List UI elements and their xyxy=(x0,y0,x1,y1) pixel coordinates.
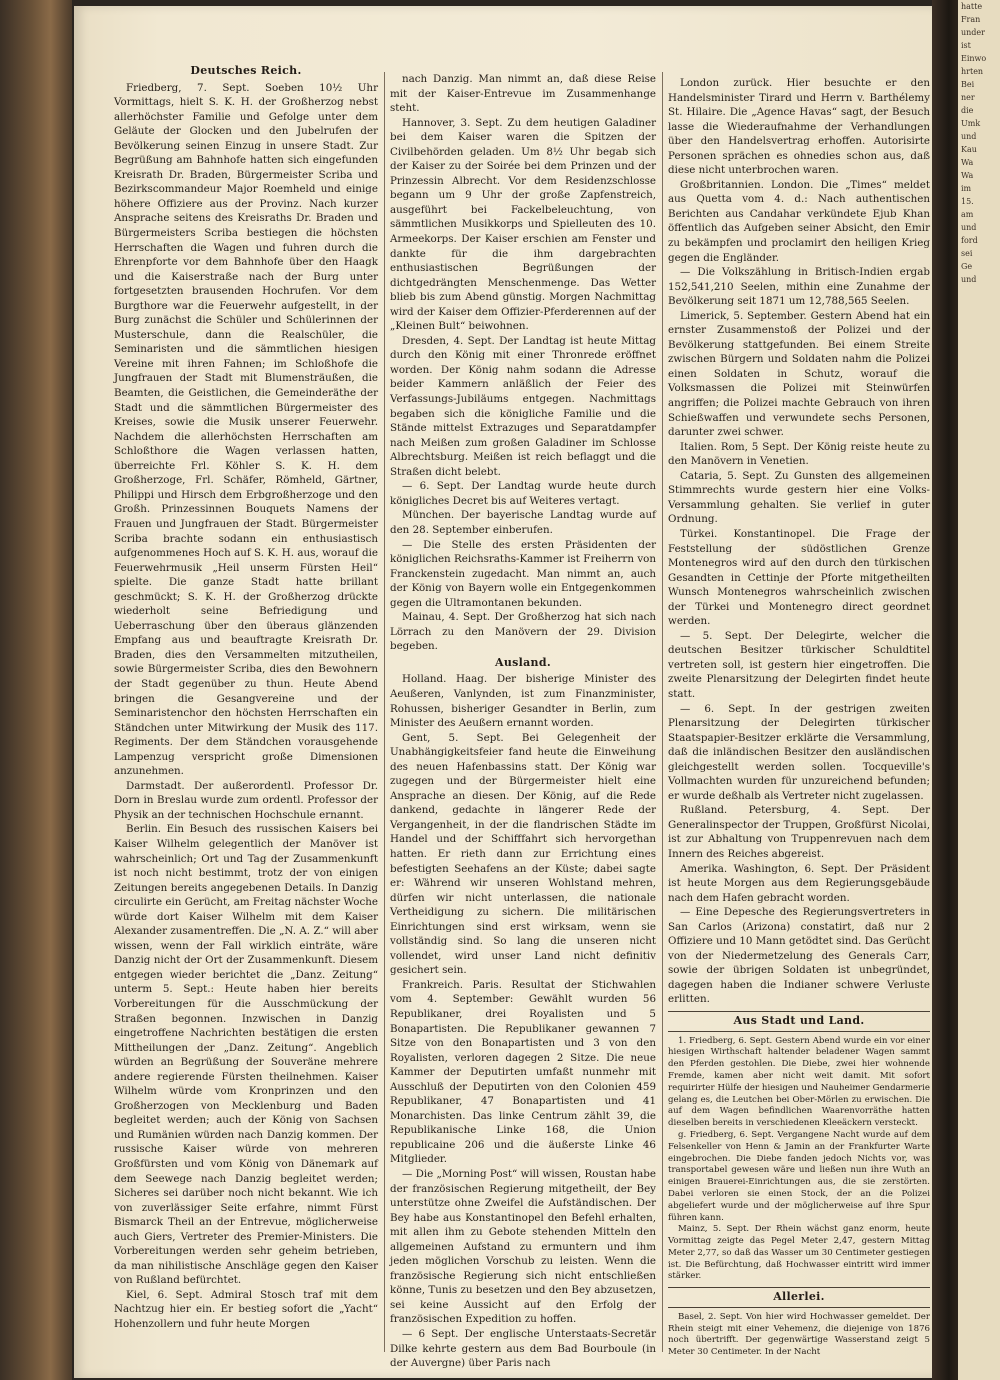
adjacent-page-fragment: am xyxy=(961,210,974,219)
adjacent-page-fragment: Umk xyxy=(961,119,981,128)
adjacent-page-fragment: ford xyxy=(961,236,978,245)
column-left xyxy=(114,62,378,1348)
article: Italien. Rom, 5 Sept. Der König reiste heute zu den Manövern in Venetien. xyxy=(668,440,930,468)
adjacent-page-fragment: Einwo xyxy=(961,54,987,63)
article: — Die „Morning Post“ will wissen, Roustan habe der französischen Regierung mitgetheilt, der Bey unterstütze ohne Zweifel die Aufständischen. Der Bey habe aus Konstantinopel den Befehl erhalten, mit allen ihm zu Gebote stehenden Mitteln den allgemeinen Aufstand zu ermuntern und ihm jeden möglichen Vorschub zu leisten. Wenn die französische Regierung sich nicht entschließen könne, Tunis zu besetzen und den Bey abzusetzen, sei keine Aussicht auf den Erfolg der französischen Expedition zu hoffen. xyxy=(390,1168,656,1326)
adjacent-page-fragment: und xyxy=(961,275,977,284)
article: — 6 Sept. Der englische Unterstaats-Secretär Dilke kehrte gestern aus dem Bad Bourboule (in der Auvergne) über Paris nach xyxy=(390,1328,656,1370)
article: Kiel, 6. Sept. Admiral Stosch traf mit dem Nachtzug hier ein. Er bestieg sofort die „Yacht“ Hohenzollern und fuhr heute Morgen xyxy=(114,1288,378,1331)
article: — Die Volkszählung in Britisch-Indien ergab 152,541,210 Seelen, mithin eine Zunahme der Bevölkerung seit 1871 um 12,788,565 Seelen. xyxy=(668,266,930,308)
article: Rußland. Petersburg, 4. Sept. Der Generalinspector der Truppen, Großfürst Nicolai, ist zur Abhaltung von Truppenrevuen nach dem Innern des Reiches abgereist. xyxy=(668,804,930,860)
article: — 6. Sept. In der gestrigen zweiten Plenarsitzung der Delegirten türkischer Staatspapier-Besitzer erklärte die Versammlung, daß die inländischen Besitzer den ausländischen gleichgestellt werden sollen. Tocqueville's Vollmachten wurden für unzureichend befunden; er wurde deßhalb als Vertreter nicht zugelassen. xyxy=(668,702,930,802)
adjacent-page-fragment: hatte xyxy=(961,2,983,11)
adjacent-page-fragment: 15. xyxy=(961,197,974,206)
section-heading-allerlei: Allerlei. xyxy=(668,1287,930,1308)
local-news-item: Mainz, 5. Sept. Der Rhein wächst ganz enorm, heute Vormittag zeigte das Pegel Meter 2,47, gestern Mittag Meter 2,77, so daß das Wasser um 30 Centimeter gestiegen ist. Die Befürchtung, daß Hochwasser eintritt wird immer stärker. xyxy=(668,1224,930,1282)
column-rule xyxy=(662,72,663,1352)
column-right xyxy=(668,76,930,1362)
column-rule xyxy=(384,72,385,1352)
local-news-item: 1. Friedberg, 6. Sept. Gestern Abend wurde ein vor einer hiesigen Wirthschaft haltender beladener Wagen sammt den Pferden gestohlen. Die Diebe, zwei hier wohnende Fremde, kamen aber nicht weit damit. Mit sofort requirirter Hülfe der hiesigen und Nauheimer Gendarmerie gelang es, die Leutchen bei Ober-Mörlen zu erwischen. Die auf dem Wagen befindlichen Waarenvorräthe hatten dieselben bereits in verschiedenen Kleeäckern versteckt. xyxy=(668,1035,930,1129)
adjacent-page-fragment: Kau xyxy=(961,145,977,154)
column-middle xyxy=(390,72,656,1370)
adjacent-page-fragment: Fran xyxy=(961,15,981,24)
article: nach Danzig. Man nimmt an, daß diese Reise mit der Kaiser-Entrevue im Zusammenhange steht. xyxy=(390,73,656,115)
adjacent-page-fragment: und xyxy=(961,223,977,232)
article: Frankreich. Paris. Resultat der Stichwahlen vom 4. September: Gewählt wurden 56 Republikaner, drei Royalisten und 5 Bonapartisten. Die Republikaner gewannen 7 Sitze von den Bonapartisten und 3 von den Royalisten, verloren dagegen 2 Sitze. Die neue Kammer der Deputirten umfaßt nunmehr mit Ausschluß der Deputirten von den Colonien 459 Republikaner, 47 Bonapartisten und 41 Monarchisten. Das linke Centrum zählt 39, die Republikanische Linke 168, die Union republicaine 206 und die äußerste Linke 46 Mitglieder. xyxy=(390,978,656,1166)
adjacent-page-fragment: Ge xyxy=(961,262,973,271)
adjacent-page-fragment: und xyxy=(961,132,977,141)
article: Mainau, 4. Sept. Der Großherzog hat sich nach Lörrach zu den Manövern der 29. Division begeben. xyxy=(390,611,656,653)
article: London zurück. Hier besuchte er den Handelsminister Tirard und Herrn v. Barthélemy St. Hilaire. Die „Agence Havas“ sagt, der Besuch lasse die Wiederaufnahme der Verhandlungen über den Handelsvertrag erhoffen. Autorisirte Personen sprächen es ohnedies schon aus, daß diese nicht unterbrochen waren. xyxy=(668,77,930,177)
adjacent-page-fragment: Wa xyxy=(961,158,974,167)
article: Hannover, 3. Sept. Zu dem heutigen Galadiner bei dem Kaiser waren die Spitzen der Civilbehörden geladen. Um 8½ Uhr begab sich der Kaiser zu der Soirée bei dem Prinzen und der Prinzessin Albrecht. Vor dem Residenzschlosse begann um 9 Uhr der große Zapfenstreich, ausgeführt bei Fackelbeleuchtung, von sämmtlichen Musikkorps und Spielleuten des 10. Armeekorps. Der Kaiser erschien am Fenster und dankte für die ihm dargebrachten enthusiastischen Begrüßungen der dichtgedrängten Menschenmenge. Das Wetter blieb bis zum Abend günstig. Morgen Nachmittag wird der Kaiser dem Offizier-Pferderennen auf der „Kleinen Bult“ beiwohnen. xyxy=(390,116,656,333)
article: Dresden, 4. Sept. Der Landtag ist heute Mittag durch den König mit einer Thronrede eröffnet worden. Der König nahm sodann die Adresse beider Kammern anläßlich der Feier des Verfassungs-Jubiläums entgegen. Nachmittags begaben sich die königliche Familie und die Stände mittelst Extrazuges und Separatdampfer nach Meißen zum großen Galadiner im Schlosse Albrechtsburg. Meißen ist reich beflaggt und die Straßen dicht belebt. xyxy=(390,334,656,478)
adjacent-page-fragment: ist xyxy=(961,41,971,50)
article: — Die Stelle des ersten Präsidenten der königlichen Reichsraths-Kammer ist Freiherrn von Franckenstein zugedacht. Man nimmt an, auch der König von Bayern wolle ein Entgegenkommen gegen die Ultramontanen bekunden. xyxy=(390,538,656,609)
article: Amerika. Washington, 6. Sept. Der Präsident ist heute Morgen aus dem Regierungsgebäude nach dem Hafen gebracht worden. xyxy=(668,862,930,904)
adjacent-page-fragment: sei xyxy=(961,249,973,258)
article: Gent, 5. Sept. Bei Gelegenheit der Unabhängigkeitsfeier fand heute die Einweihung des neuen Hafenbassins statt. Der König war zugegen und der Bürgermeister hielt eine Ansprache an diesen. Der König, auf die Rede dankend, gedachte in längerer Rede der Vergangenheit, in der die flandrischen Städte im Handel und der Schifffahrt sich hervorgethan hatten. Er rieth dann zur Errichtung eines befestigten Seehafens an der Küste; dabei sagte er: Während wir unseren Wohlstand mehren, dürfen wir nicht unterlassen, die nationale Vertheidigung zu sichern. Die militärischen Einrichtungen sind erst wirksam, wenn sie vollständig sind. So lang die unseren nicht vollendet, wird unser Land nicht definitiv gesichert sein. xyxy=(390,731,656,977)
adjacent-page-fragment: ner xyxy=(961,93,975,102)
local-news-item: g. Friedberg, 6. Sept. Vergangene Nacht wurde auf dem Felsenkeller von Henn & Jamin an der Frankfurter Warte eingebrochen. Die Diebe fanden jedoch Nichts vor, was transportabel gewesen wäre und ließen nun ihre Wuth an einigen Brauerei-Einrichtungen aus, die sie zerstörten. Dabei verloren sie einen Stock, der an die Polizei abgeliefert wurde und der möglicherweise auf ihre Spur führen kann. xyxy=(668,1129,930,1223)
article: — Eine Depesche des Regierungsvertreters in San Carlos (Arizona) constatirt, daß nur 2 Offiziere und 10 Mann getödtet sind. Das Gerücht von der Niedermetzelung des Generals Carr, sowie der übrigen Soldaten ist unbegründet, dagegen haben die Indianer schwere Verluste erlitten. xyxy=(668,906,930,1006)
adjacent-page-edge xyxy=(958,0,1000,1380)
adjacent-page-fragment: die xyxy=(961,106,974,115)
article: Limerick, 5. September. Gestern Abend hat ein ernster Zusammenstoß der Polizei und der Bevölkerung stattgefunden. Bei einem Streite zwischen Bürgern und Soldaten nahm die Polizei einen Soldaten in Schutz, worauf die Volksmassen die Polizei mit Steinwürfen angriffen; die Polizei machte Gebrauch von ihren Schießwaffen und verwundete sechs Personen, darunter zwei schwer. xyxy=(668,309,930,439)
book-binding-left xyxy=(0,0,72,1380)
newspaper-page xyxy=(74,6,934,1378)
article: Cataria, 5. Sept. Zu Gunsten des allgemeinen Stimmrechts wurde gestern hier eine Volks-Versammlung gehalten. Sie verlief in guter Ordnung. xyxy=(668,469,930,526)
article: — 5. Sept. Der Delegirte, welcher die deutschen Besitzer türkischer Schuldtitel vertreten soll, ist gestern hier eingetroffen. Die zweite Plenarsitzung der Delegirten findet heute statt. xyxy=(668,629,930,700)
article: Großbritannien. London. Die „Times“ meldet aus Quetta vom 4. d.: Nach authentischen Berichten aus Candahar verkündete Ejub Khan öffentlich das Aufgeben seiner Absicht, den Emir zu bekämpfen und proclamirt den heiligen Krieg gegen die Engländer. xyxy=(668,178,930,264)
article: Berlin. Ein Besuch des russischen Kaisers bei Kaiser Wilhelm gelegentlich der Manöver ist wahrscheinlich; Ort und Tag der Zusammenkunft ist noch nicht bestimmt, trotz der von einigen Zeitungen bereits angegebenen Details. In Danzig circulirte ein Gerücht, am Freitag nächster Woche würde dort Kaiser Wilhelm mit dem Kaiser Alexander zusamentreffen. Die „N. A. Z.“ will aber wissen, wenn der Fall wirklich einträte, wäre Danzig nicht der Ort der Zusammenkunft. Diesem entgegen wieder berichtet die „Danz. Zeitung“ unterm 5. Sept.: Heute haben hier bereits Vorbereitungen für die Ausschmückung der Straßen begonnen. Inzwischen in Danzig eingetroffene Nachrichten bestätigen die ersten Mittheilungen der „Danz. Zeitung“. Angeblich würden an Begrüßung der Souveräne mehrere andere regierende Fürsten theilnehmen. Kaiser Wilhelm würde vom Kronprinzen und den Großherzogen von Mecklenburg und Baden begleitet werden; auch der König von Sachsen und Rumänien würden nach Danzig kommen. Der russische Kaiser würde von mehreren Großfürsten und vom König von Dänemark auf dem Seewege nach Danzig begleitet werden; Sicheres sei darüber noch nicht bekannt. Wie ich von zuverlässiger Seite erfahre, nimmt Fürst Bismarck Theil an der Entrevue, möglicherweise auch Giers, Vertreter des Premier-Ministers. Die Vorbereitungen werden sehr geheim betrieben, da man nihilistische Anschläge gegen den Kaiser von Rußland befürchtet. xyxy=(114,823,378,1287)
adjacent-page-fragment: Bei xyxy=(961,80,975,89)
article: Holland. Haag. Der bisherige Minister des Aeußeren, Vanlynden, ist zum Finanzminister, Rohussen, bisheriger Gesandter in Berlin, zum Minister des Aeußern ernannt worden. xyxy=(390,673,656,730)
adjacent-page-fragment: under xyxy=(961,28,985,37)
adjacent-page-fragment: Wa xyxy=(961,171,974,180)
book-gutter xyxy=(932,0,960,1380)
adjacent-page-fragment: im xyxy=(961,184,972,193)
misc-news-item: Basel, 2. Sept. Von hier wird Hochwasser gemeldet. Der Rhein steigt mit einer Vehemenz, die diejenige von 1876 noch übertrifft. Der gegenwärtige Wasserstand zeigt 5 Meter 30 Centimeter. In der Nacht xyxy=(668,1311,930,1358)
article: Friedberg, 7. Sept. Soeben 10½ Uhr Vormittags, hielt S. K. H. der Großherzog nebst allerhöchster Familie und Gefolge unter dem Geläute der Glocken und den Jubelrufen der Bevölkerung seinen Einzug in unsere Stadt. Zur Begrüßung am Bahnhofe hatten sich eingefunden Kreisrath Dr. Braden, Bürgermeister Scriba und Bezirkscommandeur Major Roemheld und einige höhere Offiziere aus der Provinz. Nach kurzer Ansprache seitens des Kreisraths Dr. Braden und Bürgermeisters Scriba bestiegen die höchsten Herrschaften die Wagen und fuhren durch die Ehrenpforte vor dem Bahnhofe über den Haagk und die Kaiserstraße nach der Burg unter fortgesetzten brausenden Hochrufen. Vor dem Burgthore war die Feuerwehr aufgestellt, in der Burg zunächst die Schüler und Schülerinnen der Musterschule, dann die Realschüler, die Seminaristen und die sämmtlichen hiesigen Vereine mit ihren Fahnen; im Schloßhofe die Jungfrauen der Stadt mit Blumensträußen, die Beamten, die Geistlichen, die Gemeinderäthe der Stadt und die sämmtlichen Bürgermeister des Kreises, sowie die Musik unserer Feuerwehr. Nachdem die allerhöchsten Herrschaften am Schloßthore die Wagen verlassen hatten, überreichte Frl. Köhler S. K. H. dem Großherzoge, Frl. Schäfer, Römheld, Gärtner, Philippi und Hirsch dem Erbgroßherzoge und den Großh. Prinzessinnen Bouquets Namens der Frauen und Jungfrauen der Stadt. Bürgermeister Scriba brachte sodann ein enthusiastisch aufgenommenes Hoch auf S. K. H. aus, worauf die Feuerwehrmusik „Heil unserm Fürsten Heil“ spielte. Die ganze Stadt hatte brillant geschmückt; S. K. H. der Großherzog drückte wiederholt seine Befriedigung und Ueberraschung über den überaus glänzenden Empfang aus und beauftragte Kreisrath Dr. Braden, dies den Versammelten mitzutheilen, sowie Bürgermeister Scriba, dies den Bewohnern der Stadt gegenüber zu thun. Heute Abend bringen die Gesangvereine und der Seminaristenchor den höchsten Herrschaften ein Ständchen unter Mitwirkung der Musik des 117. Regiments. Der dem Ständchen vorausgehende Lampenzug verspricht große Dimensionen anzunehmen. xyxy=(114,81,378,778)
adjacent-page-fragment: hrten xyxy=(961,67,984,76)
article: München. Der bayerische Landtag wurde auf den 28. September einberufen. xyxy=(390,509,656,536)
section-heading-deutsches-reich: Deutsches Reich. xyxy=(190,64,302,77)
article: Darmstadt. Der außerordentl. Professor Dr. Dorn in Breslau wurde zum ordentl. Professor der Physik an der technischen Hochschule ernannt. xyxy=(114,779,378,821)
article: — 6. Sept. Der Landtag wurde heute durch königliches Decret bis auf Weiteres vertagt. xyxy=(390,480,656,507)
section-heading-ausland: Ausland. xyxy=(495,655,551,669)
article: Türkei. Konstantinopel. Die Frage der Feststellung der südöstlichen Grenze Montenegros wird auf den durch den türkischen Gesandten in Cettinje der Pforte mitgetheilten Wunsch Montenegros wahrscheinlich zwischen der Türkei und Montenegro direct geordnet werden. xyxy=(668,527,930,628)
section-heading-aus-stadt-und-land: Aus Stadt und Land. xyxy=(668,1011,930,1032)
